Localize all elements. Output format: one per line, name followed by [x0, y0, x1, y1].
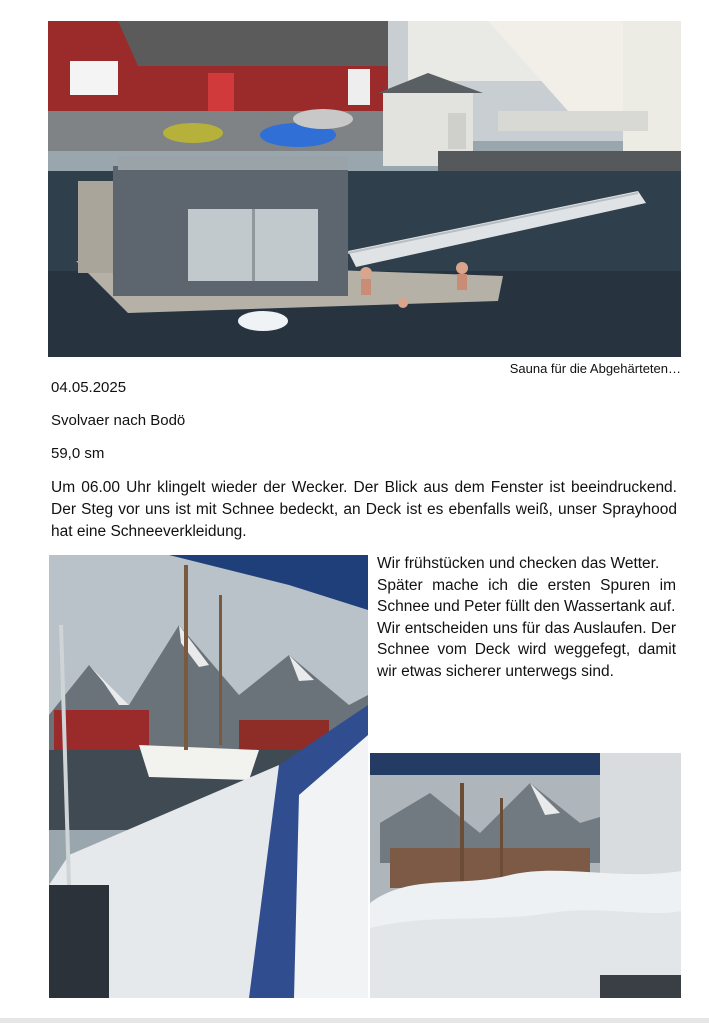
photo-caption: Sauna für die Abgehärteten… [509, 361, 681, 376]
side-paragraph: Später mache ich die ersten Spuren im Schnee und Peter füllt den Wassertank auf. [377, 576, 676, 615]
snowy-sprayhood-photo [370, 753, 681, 998]
entry-distance: 59,0 sm [51, 445, 105, 462]
entry-date: 04.05.2025 [51, 379, 127, 396]
side-paragraph: Wir entscheiden uns für das Auslaufen. Der Schnee vom Deck wird weggefegt, damit wir etwas sicherer unterwegs sind. [377, 619, 676, 680]
side-text-block [377, 553, 676, 682]
page-bottom-edge [0, 1018, 709, 1023]
side-paragraph: Wir frühstücken und checken das Wetter. [377, 555, 660, 572]
entry-route: Svolvaer nach Bodö [51, 412, 186, 429]
sauna-photo [48, 21, 681, 357]
snowy-deck-photo [49, 555, 368, 998]
main-paragraph: Um 06.00 Uhr klingelt wieder der Wecker. Der Blick aus dem Fenster ist beeindruckend. Der Steg vor uns ist mit Schnee bedeckt, an Deck ist es ebenfalls weiß, unser Sprayhood hat eine Schneeverkleidung. [51, 479, 677, 540]
